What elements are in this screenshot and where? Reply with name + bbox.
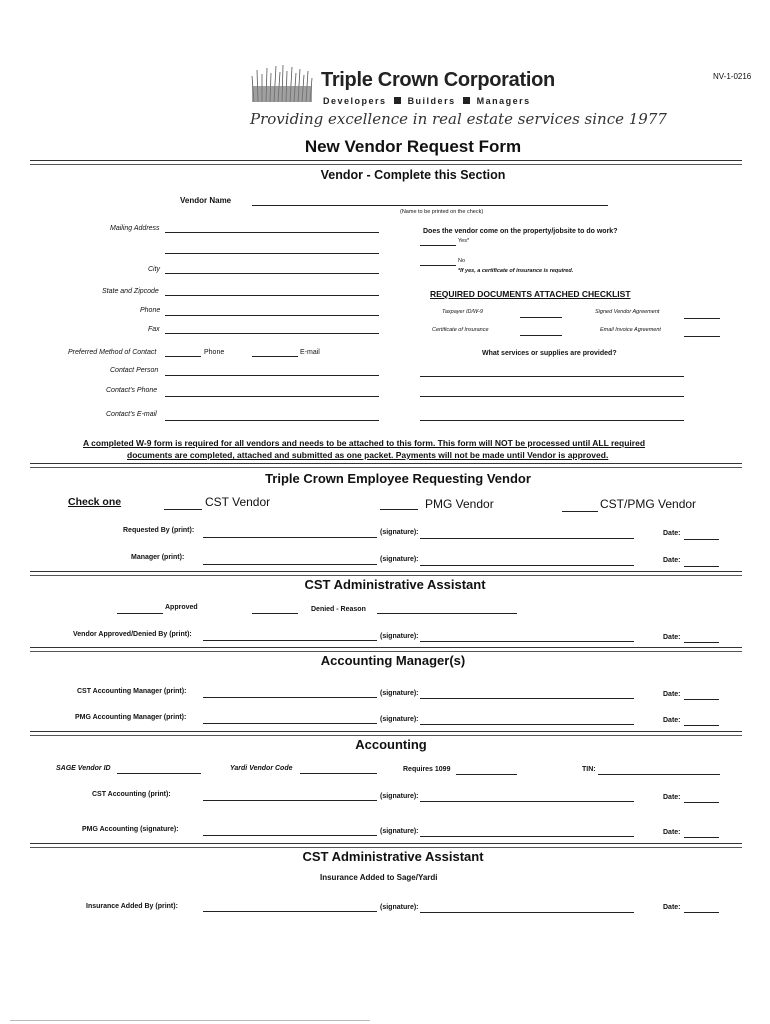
company-logo — [250, 64, 314, 104]
scan-edge — [10, 1020, 370, 1021]
checklist-coi-label: Certificate of Insurance — [432, 327, 489, 333]
company-divisions — [323, 96, 531, 106]
cst-accounting-date-field[interactable] — [684, 802, 719, 803]
requested-by-signature-label: (signature): — [380, 529, 419, 536]
contact-email-option: E-mail — [300, 349, 320, 356]
state-zip-label: State and Zipcode — [102, 288, 159, 295]
cst-accounting-date-label: Date: — [663, 794, 681, 801]
employee-section-title: Triple Crown Employee Requesting Vendor — [265, 471, 531, 486]
jobsite-yes-check[interactable] — [420, 245, 456, 246]
cst-pmg-vendor-check[interactable] — [562, 511, 598, 512]
pmg-accounting-manager-field[interactable] — [203, 723, 377, 724]
mailing-address-label: Mailing Address — [110, 225, 160, 232]
contact-phone-check[interactable] — [165, 356, 201, 357]
requested-by-signature-field[interactable] — [420, 538, 634, 539]
cst-vendor-option: CST Vendor — [205, 495, 271, 509]
divider — [30, 160, 742, 165]
jobsite-question: Does the vendor come on the property/jobsite to do work? — [423, 228, 618, 235]
approved-by-signature-field[interactable] — [420, 641, 634, 642]
cst-admin-section-2-title: CST Administrative Assistant — [302, 849, 484, 864]
insurance-added-by-date-label: Date: — [663, 904, 681, 911]
company-tagline: Providing excellence in real estate services since 1977 — [250, 110, 667, 128]
pmg-vendor-option: PMG Vendor — [425, 497, 494, 511]
requires-1099-label: Requires 1099 — [403, 766, 451, 773]
checklist-w9-label: Taxpayer ID/W-9 — [442, 309, 483, 315]
services-question: What services or supplies are provided? — [482, 350, 617, 357]
divider — [30, 731, 742, 736]
contacts-email-label: Contact's E-mail — [106, 411, 157, 418]
cst-accounting-field[interactable] — [203, 800, 377, 801]
cst-accounting-manager-date-label: Date: — [663, 691, 681, 698]
cst-accounting-manager-date-field[interactable] — [684, 699, 719, 700]
contacts-phone-label: Contact's Phone — [106, 387, 158, 394]
checklist-agreement-label: Signed Vendor Agreement — [595, 309, 660, 315]
vendor-name-label: Vendor Name — [180, 196, 232, 205]
services-field-3[interactable] — [420, 420, 684, 421]
approved-by-field[interactable] — [203, 640, 377, 641]
pmg-accounting-manager-date-label: Date: — [663, 717, 681, 724]
jobsite-no-check[interactable] — [420, 265, 456, 266]
services-field-2[interactable] — [420, 396, 684, 397]
division-builders: Builders — [407, 96, 456, 106]
vendor-name-note: (Name to be printed on the check) — [400, 209, 484, 215]
pmg-accounting-date-field[interactable] — [684, 837, 719, 838]
notice-line-1: A completed W-9 form is required for all vendors and needs to be attached to this form. This form will NOT be processed until ALL required — [83, 438, 646, 448]
contact-person-label: Contact Person — [110, 367, 159, 374]
insurance-added-by-label: Insurance Added By (print): — [86, 903, 178, 910]
denied-check[interactable] — [252, 613, 298, 614]
insurance-added-subtitle: Insurance Added to Sage/Yardi — [320, 873, 438, 882]
notice-line-2: documents are completed, attached and submitted as one packet. Payments will not be made until Vendor is approved. — [127, 450, 609, 460]
vendor-name-field[interactable] — [252, 205, 608, 206]
checklist-coi-check[interactable] — [520, 335, 562, 336]
approved-by-label: Vendor Approved/Denied By (print): — [73, 631, 192, 638]
city-label: City — [148, 266, 161, 273]
crown-icon — [250, 64, 314, 104]
fax-field[interactable] — [165, 333, 379, 334]
requested-by-field[interactable] — [203, 537, 377, 538]
pmg-accounting-signature-field[interactable] — [420, 836, 634, 837]
pmg-accounting-field[interactable] — [203, 835, 377, 836]
contact-email-check[interactable] — [252, 356, 298, 357]
manager-signature-field[interactable] — [420, 565, 634, 566]
cst-accounting-manager-label: CST Accounting Manager (print): — [77, 688, 187, 695]
accounting-manager-section-title: Accounting Manager(s) — [320, 653, 466, 668]
insurance-added-by-field[interactable] — [203, 911, 377, 912]
requested-by-date-field[interactable] — [684, 539, 719, 540]
pmg-accounting-manager-signature-label: (signature): — [380, 716, 419, 723]
manager-field[interactable] — [203, 564, 377, 565]
pmg-accounting-signature-label: (signature): — [380, 828, 419, 835]
contacts-phone-field[interactable] — [165, 396, 379, 397]
cst-accounting-manager-signature-label: (signature): — [380, 690, 419, 697]
insurance-note: *If yes, a certificate of insurance is required. — [458, 268, 574, 274]
tin-label: TIN: — [582, 766, 596, 773]
mailing-address-field-2[interactable] — [165, 253, 379, 254]
manager-date-field[interactable] — [684, 566, 719, 567]
cst-pmg-vendor-option: CST/PMG Vendor — [600, 497, 697, 511]
cst-accounting-manager-field[interactable] — [203, 697, 377, 698]
cst-accounting-signature-field[interactable] — [420, 801, 634, 802]
requested-by-label: Requested By (print): — [123, 527, 195, 534]
cst-vendor-check[interactable] — [164, 509, 202, 510]
city-field[interactable] — [165, 273, 379, 274]
checklist-agreement-check[interactable] — [684, 318, 720, 319]
approved-by-date-label: Date: — [663, 634, 681, 641]
manager-signature-label: (signature): — [380, 556, 419, 563]
sage-vendor-id-label: SAGE Vendor ID — [56, 765, 111, 772]
check-one-label: Check one — [68, 496, 122, 508]
preferred-contact-label: Preferred Method of Contact — [68, 349, 157, 356]
checklist-title: REQUIRED DOCUMENTS ATTACHED CHECKLIST — [430, 289, 631, 299]
accounting-section-title: Accounting — [355, 737, 427, 752]
contact-phone-option: Phone — [204, 349, 225, 356]
divider — [30, 647, 742, 652]
pmg-accounting-date-label: Date: — [663, 829, 681, 836]
phone-label: Phone — [140, 307, 161, 314]
mailing-address-field[interactable] — [165, 232, 379, 233]
insurance-added-by-signature-label: (signature): — [380, 904, 419, 911]
pmg-accounting-manager-date-field[interactable] — [684, 725, 719, 726]
cst-accounting-manager-signature-field[interactable] — [420, 698, 634, 699]
cst-accounting-label: CST Accounting (print): — [92, 791, 171, 798]
contacts-email-field[interactable] — [165, 420, 379, 421]
checklist-invoice-label: Email Invoice Agreement — [600, 327, 661, 333]
jobsite-yes-label: Yes* — [458, 238, 470, 244]
divider — [30, 571, 742, 576]
insurance-added-by-signature-field[interactable] — [420, 912, 634, 913]
cst-accounting-signature-label: (signature): — [380, 793, 419, 800]
checklist-w9-check[interactable] — [520, 317, 562, 318]
form-title: New Vendor Request Form — [304, 137, 522, 156]
approved-label: Approved — [165, 604, 198, 611]
jobsite-no-label: No — [458, 258, 466, 264]
services-field-1[interactable] — [420, 376, 684, 377]
manager-date-label: Date: — [663, 557, 681, 564]
manager-label: Manager (print): — [131, 554, 185, 561]
cst-admin-section-title: CST Administrative Assistant — [304, 577, 486, 592]
divider — [30, 463, 742, 468]
pmg-accounting-label: PMG Accounting (signature): — [82, 826, 179, 833]
pmg-accounting-manager-signature-field[interactable] — [420, 724, 634, 725]
denied-label: Denied - Reason — [311, 606, 366, 613]
approved-by-date-field[interactable] — [684, 642, 719, 643]
approved-check[interactable] — [117, 613, 163, 614]
phone-field[interactable] — [165, 315, 379, 316]
divider — [30, 843, 742, 848]
fax-label: Fax — [148, 326, 160, 333]
vendor-section-title: Vendor - Complete this Section — [320, 168, 506, 182]
requires-1099-field[interactable] — [456, 774, 517, 775]
pmg-vendor-check[interactable] — [380, 509, 418, 510]
contact-person-field[interactable] — [165, 375, 379, 376]
division-developers: Developers — [323, 96, 387, 106]
pmg-accounting-manager-label: PMG Accounting Manager (print): — [75, 714, 187, 721]
approved-by-signature-label: (signature): — [380, 633, 419, 640]
sage-vendor-id-field[interactable] — [117, 773, 201, 774]
requested-by-date-label: Date: — [663, 530, 681, 537]
checklist-invoice-check[interactable] — [684, 336, 720, 337]
division-managers: Managers — [476, 96, 531, 106]
state-zip-field[interactable] — [165, 295, 379, 296]
company-name: Triple Crown Corporation — [321, 69, 555, 91]
denied-reason-field[interactable] — [377, 613, 517, 614]
tin-field[interactable] — [598, 774, 720, 775]
insurance-added-by-date-field[interactable] — [684, 912, 719, 913]
yardi-vendor-code-label: Yardi Vendor Code — [230, 765, 293, 772]
yardi-vendor-code-field[interactable] — [300, 773, 377, 774]
form-id: NV-1-0216 — [713, 72, 752, 81]
